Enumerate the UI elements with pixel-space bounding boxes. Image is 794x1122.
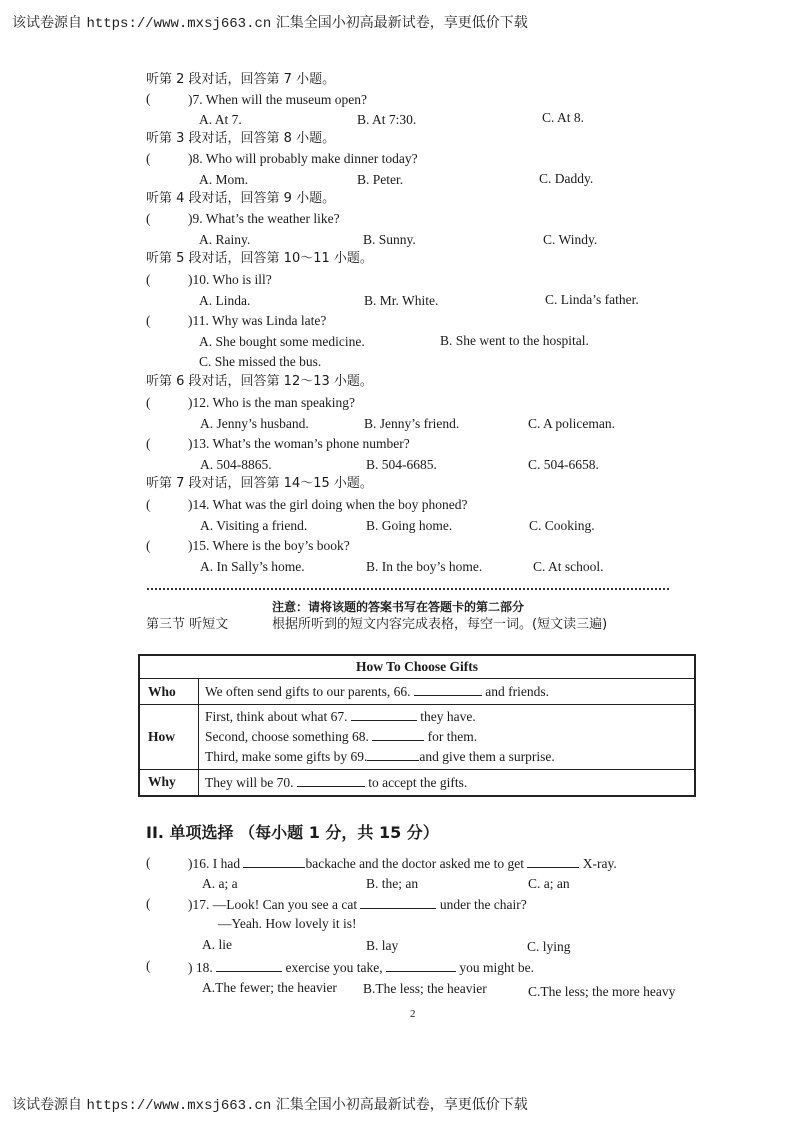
instruction-dialogue-2: 听第 2 段对话，回答第 7 小题。 <box>146 72 336 87</box>
question-13: )13. What’s the woman’s phone number? <box>188 436 410 451</box>
q13-option-b: B. 504-6685. <box>366 457 437 472</box>
instruction-dialogue-3: 听第 3 段对话，回答第 8 小题。 <box>146 131 336 146</box>
blank-16b[interactable] <box>527 855 579 868</box>
answer-paren-11: ( <box>146 313 151 328</box>
row-label-who: Who <box>139 679 199 705</box>
q15-option-b: B. In the boy’s home. <box>366 559 483 574</box>
answer-card-note: 注意：请将该题的答案书写在答题卡的第二部分 <box>272 600 525 614</box>
q17-option-c: C. lying <box>527 939 571 954</box>
question-16 <box>188 855 617 872</box>
source-prefix: 该试卷源自 <box>12 15 82 31</box>
why-text-start: They will be 70. <box>205 774 294 790</box>
question-18 <box>188 959 534 976</box>
q7-option-b: B. At 7:30. <box>357 112 417 127</box>
q8-option-c: C. Daddy. <box>539 171 594 186</box>
how-line1-end: they have. <box>420 709 476 724</box>
who-text-start: We often send gifts to our parents, 66. <box>205 684 411 699</box>
q18-option-a: A.The fewer; the heavier <box>202 980 337 995</box>
row-content-who <box>199 679 696 705</box>
answer-paren-9: ( <box>146 211 151 226</box>
question-8: )8. Who will probably make dinner today? <box>188 151 418 166</box>
q8-option-b: B. Peter. <box>357 172 404 187</box>
q16-text-end: X-ray. <box>582 856 617 871</box>
section2-title: II. 单项选择 （每小题 1 分，共 15 分） <box>146 823 439 842</box>
page-number: 2 <box>410 1008 416 1020</box>
q15-option-c: C. At school. <box>533 559 604 574</box>
answer-paren-15: ( <box>146 538 151 553</box>
question-14: )14. What was the girl doing when the boy phoned? <box>188 497 468 512</box>
q16-option-b: B. the; an <box>366 876 419 891</box>
q11-option-b: B. She went to the hospital. <box>440 333 589 348</box>
blank-66[interactable] <box>414 683 482 696</box>
q17-text-start: )17. —Look! Can you see a cat <box>188 897 358 912</box>
q9-option-b: B. Sunny. <box>363 232 416 247</box>
q11-option-a: A. She bought some medicine. <box>199 334 365 349</box>
q7-option-a: A. At 7. <box>199 112 242 127</box>
q15-option-a: A. In Sally’s home. <box>200 559 305 574</box>
answer-paren-10: ( <box>146 272 151 287</box>
q7-option-c: C. At 8. <box>542 110 585 125</box>
why-text-end: to accept the gifts. <box>368 774 468 790</box>
question-10: )10. Who is ill? <box>188 272 272 287</box>
answer-paren-17: ( <box>146 896 151 911</box>
q10-option-c: C. Linda’s father. <box>545 292 639 307</box>
row-content-why <box>199 770 696 796</box>
blank-70[interactable] <box>297 774 365 787</box>
q14-option-b: B. Going home. <box>366 518 453 533</box>
q18-option-b: B.The less; the heavier <box>363 981 487 996</box>
answer-paren-12: ( <box>146 395 151 410</box>
q9-option-a: A. Rainy. <box>199 232 251 247</box>
question-15: )15. Where is the boy’s book? <box>188 538 350 553</box>
how-line2-start: Second, choose something 68. <box>205 729 369 744</box>
footer-url[interactable]: https://www.mxsj663.cn <box>86 1098 272 1114</box>
q13-option-a: A. 504-8865. <box>200 457 272 472</box>
q8-option-a: A. Mom. <box>199 172 249 187</box>
answer-paren-16: ( <box>146 855 151 870</box>
q12-option-a: A. Jenny’s husband. <box>200 416 309 431</box>
question-12: )12. Who is the man speaking? <box>188 395 355 410</box>
how-line3-end: and give them a surprise. <box>419 749 555 764</box>
q12-option-b: B. Jenny’s friend. <box>364 416 460 431</box>
answer-paren-8: ( <box>146 151 151 166</box>
q17-reply: —Yeah. How lovely it is! <box>218 916 357 931</box>
q18-text-end: you might be. <box>459 960 534 975</box>
q16-option-c: C. a; an <box>528 876 570 891</box>
q14-option-a: A. Visiting a friend. <box>200 518 308 533</box>
instruction-dialogue-5: 听第 5 段对话，回答第 10～11 小题。 <box>146 251 373 266</box>
question-11: )11. Why was Linda late? <box>188 313 327 328</box>
answer-paren-13: ( <box>146 436 151 451</box>
row-label-how: How <box>139 705 199 770</box>
instruction-dialogue-6: 听第 6 段对话，回答第 12～13 小题。 <box>146 374 373 389</box>
instruction-dialogue-4: 听第 4 段对话，回答第 9 小题。 <box>146 191 336 206</box>
q13-option-c: C. 504-6658. <box>528 457 599 472</box>
question-17 <box>188 896 527 913</box>
how-line2-end: for them. <box>427 729 478 744</box>
q18-text-mid: exercise you take, <box>285 960 383 975</box>
row-label-why: Why <box>139 770 199 796</box>
q9-option-c: C. Windy. <box>543 232 598 247</box>
answer-paren-14: ( <box>146 497 151 512</box>
how-to-choose-gifts-table <box>138 654 696 797</box>
blank-16a[interactable] <box>243 855 305 868</box>
q17-option-a: A. lie <box>202 937 232 952</box>
answer-paren-18: ( <box>146 958 151 973</box>
q16-text-start: )16. I had <box>188 856 241 871</box>
row-content-how <box>199 705 696 770</box>
question-7: )7. When will the museum open? <box>188 92 367 107</box>
answer-paren-7: ( <box>146 91 151 106</box>
blank-18b[interactable] <box>386 959 456 972</box>
q16-option-a: A. a; a <box>202 876 238 891</box>
blank-67[interactable] <box>351 708 417 721</box>
q12-option-c: C. A policeman. <box>528 416 615 431</box>
instruction-dialogue-7: 听第 7 段对话，回答第 14～15 小题。 <box>146 476 373 491</box>
footer-suffix: 汇集全国小初高最新试卷，享更低价下载 <box>275 1097 528 1113</box>
q16-text-mid: backache and the doctor asked me to get <box>305 856 525 871</box>
q18-option-c: C.The less; the more heavy <box>528 984 676 999</box>
dotted-separator <box>147 588 669 590</box>
table-title: How To Choose Gifts <box>139 655 695 679</box>
source-url[interactable]: https://www.mxsj663.cn <box>86 16 272 32</box>
question-9: )9. What’s the weather like? <box>188 211 340 226</box>
blank-17[interactable] <box>360 896 436 909</box>
q10-option-b: B. Mr. White. <box>364 293 439 308</box>
q10-option-a: A. Linda. <box>199 293 251 308</box>
q14-option-c: C. Cooking. <box>529 518 595 533</box>
q17-option-b: B. lay <box>366 938 399 953</box>
blank-68[interactable] <box>372 728 424 741</box>
section3-instruction: 根据所听到的短文内容完成表格，每空一词。(短文读三遍) <box>272 617 608 632</box>
who-text-end: and friends. <box>485 684 549 699</box>
blank-69[interactable] <box>367 748 419 761</box>
source-header <box>12 12 528 32</box>
q18-text-start: ) 18. <box>188 960 213 975</box>
how-line3-start: Third, make some gifts by 69. <box>205 749 368 764</box>
q17-text-end: under the chair? <box>439 897 527 912</box>
q11-option-c: C. She missed the bus. <box>199 354 322 369</box>
how-line1-start: First, think about what 67. <box>205 709 348 724</box>
blank-18a[interactable] <box>216 959 282 972</box>
section3-label: 第三节 听短文 <box>146 617 229 632</box>
footer-prefix: 该试卷源自 <box>12 1097 82 1113</box>
source-suffix: 汇集全国小初高最新试卷，享更低价下载 <box>275 15 528 31</box>
source-footer <box>12 1094 528 1114</box>
